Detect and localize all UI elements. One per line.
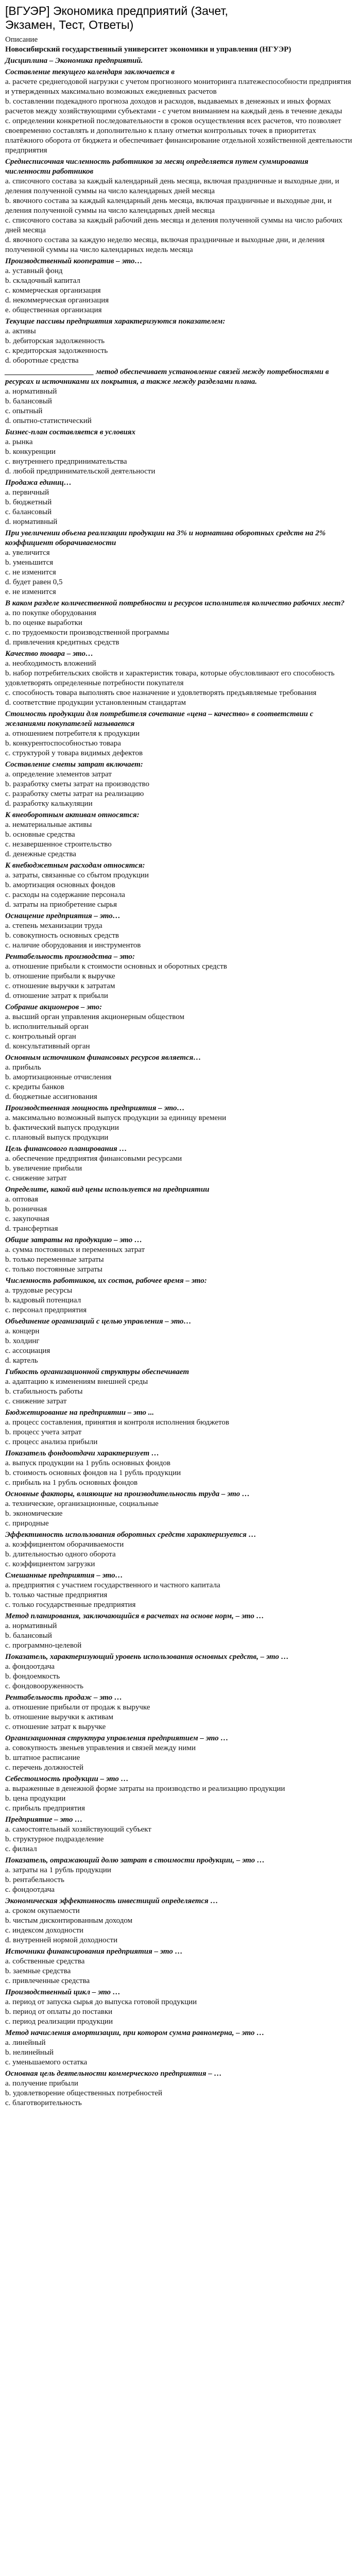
- answer-option: b. фондоемкость: [5, 1672, 60, 1681]
- answer-option: b. стабильность работы: [5, 1387, 83, 1396]
- question-text: К внебюджетным расходам относятся:: [5, 861, 145, 870]
- answer-option: b. процесс учета затрат: [5, 1428, 82, 1436]
- question-text: Определите, какой вид цены используется на предприятии: [5, 1185, 210, 1194]
- answer-option: b. кадровый потенциал: [5, 1296, 81, 1304]
- answer-option: c. персонал предприятия: [5, 1306, 87, 1314]
- answer-option: b. основные средства: [5, 831, 75, 839]
- question-text: Экономическая эффективность инвестиций определяется …: [5, 1897, 218, 1905]
- answer-option: b. балансовый: [5, 397, 52, 405]
- question-text: Основная цель деятельности коммерческого предприятия – …: [5, 2070, 222, 2078]
- answer-option: c. природные: [5, 1519, 49, 1528]
- question-text: _______________________ метод обеспечивает установление связей между потребностями в ресурсах и источниками их покрытия, а также между разделами плана.: [5, 368, 329, 386]
- question-text: Предприятие – это …: [5, 1816, 83, 1824]
- answer-option: c. филиал: [5, 1845, 37, 1853]
- answer-option: c. списочного состава за каждый рабочий день месяца и деления полученной суммы на число рабочих дней месяца: [5, 216, 342, 234]
- question-text: Продажа единиц…: [5, 479, 72, 487]
- question-text: В каком разделе количественной потребности и ресурсов исполнителя количество рабочих мест?: [5, 599, 345, 607]
- question-text: Основным источником финансовых ресурсов является…: [5, 1054, 201, 1062]
- answer-option: b. фактический выпуск продукции: [5, 1124, 119, 1132]
- answer-option: c. прибыль предприятия: [5, 1804, 85, 1812]
- answer-option: c. уменьшаемого остатка: [5, 2058, 88, 2066]
- answer-option: a. коэффициентом оборачиваемости: [5, 1540, 124, 1549]
- answer-option: a. период от запуска сырья до выпуска готовой продукции: [5, 1998, 197, 2006]
- answer-option: c. закупочная: [5, 1215, 49, 1223]
- answer-option: b. амортизация основных фондов: [5, 881, 115, 889]
- answer-option: d. любой предпринимательской деятельности: [5, 467, 156, 476]
- answer-option: a. списочного состава за каждый календарный день месяца, включая праздничные и выходные дни, и деления полученной суммы на число календарных дней месяца: [5, 177, 339, 195]
- answer-option: c. незавершенное строительство: [5, 840, 112, 849]
- question-text: Смешанные предприятия – это…: [5, 1571, 123, 1580]
- question-text: Составление сметы затрат включает:: [5, 760, 143, 769]
- answer-option: c. перечень должностей: [5, 1764, 84, 1772]
- answer-option: d. денежные средства: [5, 850, 76, 858]
- answer-option: b. заемные средства: [5, 1967, 71, 1975]
- description-label: Описание: [5, 36, 38, 44]
- answer-option: b. совокупность основных средств: [5, 931, 119, 940]
- answer-option: c. определении конкретной последовательности в сроков осуществления всех расчетов, что позволяет своевременно составлять и дополнительно к плану отметки контрольных точек в приоритетах платёжного оборота от бюджета и обеспечивает финансирование отдельной хозяйственной деятельности предприятия: [5, 117, 352, 155]
- answer-option: c. программно-целевой: [5, 1641, 82, 1650]
- answer-option: b. рентабельность: [5, 1876, 64, 1884]
- answer-option: a. собственные средства: [5, 1957, 85, 1965]
- answer-option: a. максимально возможный выпуск продукции за единицу времени: [5, 1114, 227, 1122]
- answer-option: b. отношение прибыли к выручке: [5, 972, 115, 980]
- question-text: Собрание акционеров – это:: [5, 1003, 102, 1011]
- answer-option: c. внутреннего предпринимательства: [5, 457, 127, 466]
- answer-option: c. отношение выручки к затратам: [5, 982, 115, 990]
- answer-option: a. высший орган управления акционерным обществом: [5, 1013, 184, 1021]
- answer-option: c. способность товара выполнять свое назначение и удовлетворять предъявляемые требования: [5, 689, 317, 697]
- answer-option: b. отношение выручки к активам: [5, 1713, 114, 1721]
- answer-option: c. прибыль на 1 рубль основных фондов: [5, 1479, 138, 1487]
- question-text: Оснащение предприятия – это…: [5, 912, 121, 920]
- question-text: К внеоборотным активам относятся:: [5, 811, 140, 819]
- answer-option: c. плановый выпуск продукции: [5, 1133, 109, 1142]
- answer-option: a. расчете среднегодовой нагрузки с учетом прогнозного мониторинга платежеспособности предприятия и утвержденных максимально возможных ежедневных расчетов: [5, 78, 351, 96]
- answer-option: c. кредиты банков: [5, 1083, 64, 1091]
- answer-option: d. отношение затрат к прибыли: [5, 992, 108, 1000]
- answer-option: a. активы: [5, 327, 36, 335]
- answer-option: c. структурой у товара видимых дефектов: [5, 749, 143, 757]
- answer-option: b. разработку сметы затрат на производство: [5, 780, 150, 788]
- answer-option: c. только постоянные затраты: [5, 1265, 102, 1274]
- answer-option: b. складочный капитал: [5, 277, 80, 285]
- question-text: Эффективность использования оборотных средств характеризуется …: [5, 1531, 256, 1539]
- answer-option: b. набор потребительских свойств и характеристик товара, которые обусловливают его способность удовлетворять определенные потребности покупателя: [5, 669, 335, 687]
- question-text: Источники финансирования предприятия – это …: [5, 1947, 183, 1956]
- answer-option: b. конкуренции: [5, 448, 56, 456]
- answer-option: a. уставный фонд: [5, 267, 63, 275]
- answer-option: a. обеспечение предприятия финансовыми ресурсами: [5, 1155, 182, 1163]
- question-text: Объединение организаций с целью управления – это…: [5, 1317, 192, 1326]
- question-text: Основные факторы, влияющие на производительность труда – это …: [5, 1490, 250, 1498]
- answer-option: a. выпуск продукции на 1 рубль основных фондов: [5, 1459, 170, 1467]
- answer-option: a. увеличится: [5, 549, 50, 557]
- answer-option: a. необходимость вложений: [5, 659, 96, 668]
- question-text: Метод планирования, заключающийся в расчетах на основе норм, – это …: [5, 1612, 264, 1620]
- answer-option: b. по оценке выработки: [5, 619, 82, 627]
- answer-option: d. оборотные средства: [5, 357, 79, 365]
- answer-option: a. предприятия с участием государственного и частного капитала: [5, 1581, 220, 1589]
- question-text: Бюджетирование на предприятии – это ...: [5, 1409, 154, 1417]
- answer-option: c. кредиторская задолженность: [5, 347, 108, 355]
- question-text: Рентабельность производства – это:: [5, 953, 135, 961]
- answer-option: b. холдинг: [5, 1337, 40, 1345]
- answer-option: c. наличие оборудования и инструментов: [5, 941, 141, 950]
- answer-option: d. привлечения кредитных средств: [5, 638, 119, 647]
- answer-option: a. отношением потребителя к продукции: [5, 730, 140, 738]
- answer-option: c. фондоотдача: [5, 1886, 55, 1894]
- answer-option: c. привлеченные средства: [5, 1977, 90, 1985]
- answer-option: d. нормативный: [5, 518, 58, 526]
- answer-option: d. внутренней нормой доходности: [5, 1936, 118, 1944]
- answer-option: a. нормативный: [5, 1622, 57, 1630]
- question-text: Численность работников, их состав, рабочее время – это:: [5, 1277, 207, 1285]
- answer-option: c. индексом доходности: [5, 1926, 84, 1935]
- answer-option: a. получение прибыли: [5, 2079, 78, 2088]
- answer-option: d. трансфертная: [5, 1225, 58, 1233]
- answer-option: b. экономические: [5, 1510, 63, 1518]
- answer-option: a. адаптацию к изменениям внешней среды: [5, 1378, 148, 1386]
- answer-option: c. балансовый: [5, 508, 52, 516]
- question-text: Производственный кооператив – это…: [5, 257, 143, 265]
- university-name: Новосибирский государственный университет экономики и управления (НГУЭР): [5, 45, 291, 54]
- answer-option: b. составлении подекадного прогноза доходов и расходов, выдаваемых в денежных и иных формах расчетов между хозяйствующими субъектами - с учетом вниманием на каждый день в течение декады: [5, 97, 342, 115]
- answer-option: d. будет равен 0,5: [5, 578, 63, 586]
- answer-option: b. амортизационные отчисления: [5, 1073, 112, 1081]
- answer-option: a. оптовая: [5, 1195, 38, 1204]
- question-text: Составление текущего календаря заключается в: [5, 68, 175, 76]
- answer-option: b. удовлетворение общественных потребностей: [5, 2089, 162, 2097]
- question-text: Среднесписочная численность работников за месяц определяется путем суммирования численности работников: [5, 158, 308, 176]
- answer-option: b. розничная: [5, 1205, 47, 1213]
- question-text: Цель финансового планирования …: [5, 1145, 127, 1153]
- answer-option: a. по покупке оборудования: [5, 609, 97, 617]
- answer-option: c. коммерческая организация: [5, 286, 101, 295]
- question-text: Показатель, отражающий долю затрат в стоимости продукции, – это …: [5, 1856, 265, 1865]
- answer-option: c. снижение затрат: [5, 1397, 67, 1405]
- answer-option: e. не изменится: [5, 588, 56, 596]
- answer-option: c. не изменится: [5, 568, 56, 577]
- answer-option: b. увеличение прибыли: [5, 1164, 82, 1173]
- answer-option: c. коэффициентом загрузки: [5, 1560, 95, 1568]
- answer-option: a. сроком окупаемости: [5, 1907, 80, 1915]
- answer-option: c. по трудоемкости производственной программы: [5, 629, 169, 637]
- answer-option: b. нелинейный: [5, 2048, 54, 2057]
- answer-option: c. расходы на содержание персонала: [5, 891, 125, 899]
- question-text: Рентабельность продаж – это …: [5, 1693, 122, 1702]
- answer-option: e. общественная организация: [5, 306, 102, 314]
- answer-option: c. процесс анализа прибыли: [5, 1438, 98, 1446]
- answer-option: c. только государственные предприятия: [5, 1601, 136, 1609]
- answer-option: d. соответствие продукции установленным стандартам: [5, 699, 186, 707]
- answer-option: a. затраты на 1 рубль продукции: [5, 1866, 111, 1874]
- question-text: Текущие пассивы предприятия характеризуются показателем:: [5, 317, 226, 326]
- answer-option: b. длительностью одного оборота: [5, 1550, 116, 1558]
- question-text: Показатель, характеризующий уровень использования основных средств, – это …: [5, 1653, 289, 1661]
- answer-option: a. процесс составления, принятия и контроля исполнения бюджетов: [5, 1418, 229, 1427]
- answer-option: a. отношение прибыли от продаж к выручке: [5, 1703, 150, 1711]
- answer-option: b. только переменные затраты: [5, 1256, 104, 1264]
- answer-option: a. определение элементов затрат: [5, 770, 112, 778]
- question-text: Показатель фондоотдачи характеризует …: [5, 1449, 159, 1458]
- answer-option: a. самостоятельный хозяйствующий субъект: [5, 1825, 151, 1834]
- question-text: Качество товара – это…: [5, 650, 93, 658]
- answer-option: b. только частные предприятия: [5, 1591, 108, 1599]
- answer-option: b. исполнительный орган: [5, 1023, 89, 1031]
- answer-option: a. первичный: [5, 488, 49, 497]
- answer-option: a. технические, организационные, социальные: [5, 1500, 159, 1508]
- answer-option: c. период реализации продукции: [5, 2018, 113, 2026]
- question-text: Организационная структура управления предприятием – это …: [5, 1734, 229, 1742]
- answer-option: a. концерн: [5, 1327, 40, 1335]
- answer-option: b. бюджетный: [5, 498, 52, 506]
- answer-option: d. картель: [5, 1357, 38, 1365]
- answer-option: b. штатное расписание: [5, 1754, 80, 1762]
- question-text: Производственная мощность предприятия – это…: [5, 1104, 185, 1112]
- answer-option: a. трудовые ресурсы: [5, 1286, 73, 1295]
- answer-option: b. явочного состава за каждый календарный день месяца, включая праздничные и выходные дни, и деления полученной суммы на число календарных дней месяца: [5, 197, 332, 215]
- question-list: [5, 56, 354, 2108]
- answer-option: d. некоммерческая организация: [5, 296, 109, 304]
- answer-option: b. цена продукции: [5, 1794, 66, 1803]
- answer-option: a. прибыль: [5, 1063, 41, 1072]
- answer-option: a. нормативный: [5, 387, 57, 396]
- answer-option: b. стоимость основных фондов на 1 рубль продукции: [5, 1469, 181, 1477]
- question-text: Метод начисления амортизации, при котором сумма равномерна, – это …: [5, 2029, 265, 2037]
- answer-option: c. отношение затрат к выручке: [5, 1723, 106, 1731]
- answer-option: d. явочного состава за каждую неделю месяца, включая праздничные и выходные дни, и деления полученной суммы на число календарных недель месяца: [5, 236, 325, 254]
- answer-option: c. контрольный орган: [5, 1032, 76, 1041]
- answer-option: a. фондоотдача: [5, 1663, 55, 1671]
- answer-option: c. благотворительность: [5, 2099, 82, 2107]
- answer-option: c. разработку сметы затрат на реализацию: [5, 790, 144, 798]
- answer-option: d. разработку калькуляции: [5, 800, 93, 808]
- answer-option: c. фондовооруженность: [5, 1682, 83, 1690]
- answer-option: d. опытно-статистический: [5, 417, 92, 425]
- question-text: Дисциплина – Экономика предприятий.: [5, 57, 143, 65]
- answer-option: d. консультативный орган: [5, 1042, 90, 1050]
- answer-option: b. балансовый: [5, 1632, 52, 1640]
- answer-option: c. снижение затрат: [5, 1174, 67, 1182]
- answer-option: b. уменьшится: [5, 558, 54, 567]
- question-text: Производственный цикл – это …: [5, 1988, 121, 1996]
- question-text: Стоимость продукции для потребителя сочетание «цена – качество» в соответствии с желаниями покупателей называется: [5, 710, 314, 728]
- question-text: При увеличении объема реализации продукции на 3% и норматива оборотных средств на 2% коэффициент оборачиваемости: [5, 529, 326, 547]
- answer-option: a. сумма постоянных и переменных затрат: [5, 1246, 145, 1254]
- question-text: Гибкость организационной структуры обеспечивает: [5, 1368, 190, 1376]
- answer-option: b. дебиторская задолженность: [5, 337, 105, 345]
- answer-option: a. выраженные в денежной форме затраты на производство и реализацию продукции: [5, 1785, 285, 1793]
- answer-option: b. чистым дисконтированным доходом: [5, 1917, 133, 1925]
- question-text: Себестоимость продукции – это …: [5, 1775, 129, 1783]
- answer-option: c. ассоциация: [5, 1347, 50, 1355]
- answer-option: c. опытный: [5, 407, 43, 415]
- answer-option: a. затраты, связанные со сбытом продукции: [5, 871, 149, 879]
- answer-option: a. отношение прибыли к стоимости основных и оборотных средств: [5, 962, 227, 971]
- answer-option: b. период от оплаты до поставки: [5, 2008, 113, 2016]
- document-meta: [5, 35, 354, 55]
- question-text: Бизнес-план составляется в условиях: [5, 428, 136, 436]
- answer-option: a. степень механизации труда: [5, 922, 102, 930]
- answer-option: b. структурное подразделение: [5, 1835, 104, 1843]
- question-text: Общие затраты на продукцию – это …: [5, 1236, 143, 1244]
- answer-option: d. затраты на приобретение сырья: [5, 901, 117, 909]
- answer-option: a. совокупность звеньев управления и связей между ними: [5, 1744, 196, 1752]
- answer-option: b. конкурентоспособностью товара: [5, 739, 121, 748]
- answer-option: d. бюджетные ассигнования: [5, 1093, 97, 1101]
- answer-option: a. рынка: [5, 438, 33, 446]
- answer-option: a. нематериальные активы: [5, 821, 92, 829]
- answer-option: a. линейный: [5, 2039, 46, 2047]
- page-title: [ВГУЭР] Экономика предприятий (Зачет, Экзамен, Тест, Ответы): [5, 4, 228, 31]
